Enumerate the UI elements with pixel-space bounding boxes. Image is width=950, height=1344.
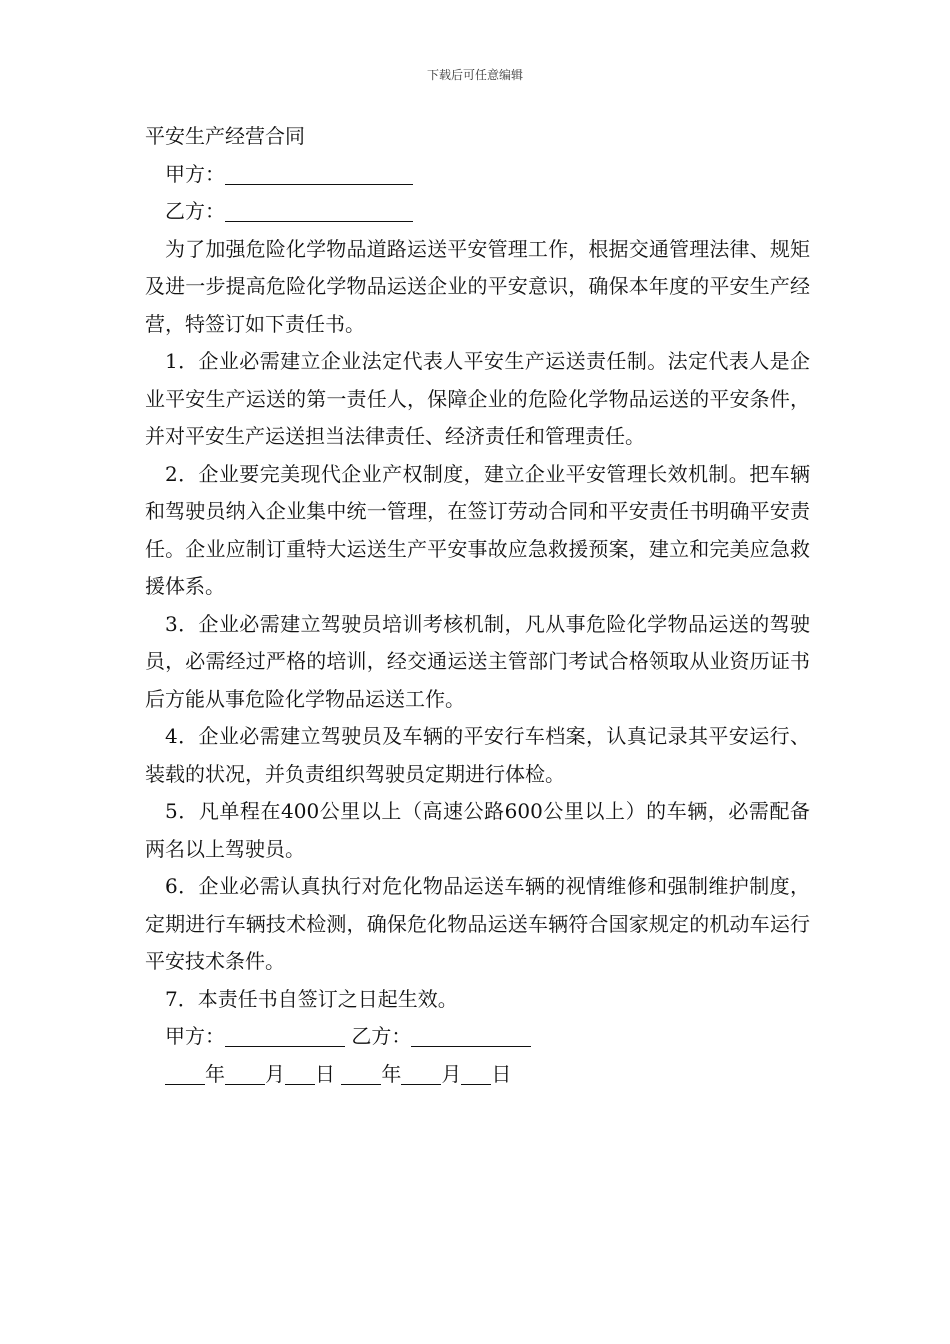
party-b-label: 乙方： [165,199,225,223]
intro-paragraph: 为了加强危险化学物品道路运送平安管理工作，根据交通管理法律、规矩及进一步提高危险化学物品运送企业的平安意识，确保本年度的平安生产经营，特签订如下责任书。 [145,236,810,336]
clause-2: 2．企业要完美现代企业产权制度，建立企业平安管理长效机制。把车辆和驾驶员纳入企业集中统一管理，在签订劳动合同和平安责任书明确平安责任。企业应制订重特大运送生产平安事故应急救援预案，建立和完美应急救援体系。 [145,461,810,598]
date-a-month-blank [225,1062,265,1085]
document-title: 平安生产经营合同 [145,124,305,148]
date-b-year-label: 年 [381,1061,402,1086]
party-a-label: 甲方： [165,161,225,186]
contract-document [145,118,810,1093]
date-b-year-blank [341,1062,381,1085]
date-a-day-label: 日 [315,1061,335,1086]
party-b-blank [225,199,413,222]
party-a-line [145,156,810,194]
party-b-line [145,193,810,231]
signature-parties-line [145,1018,810,1056]
clause-7: 7．本责任书自签订之日起生效。 [165,986,458,1011]
clause-6: 6．企业必需认真执行对危化物品运送车辆的视情维修和强制维护制度，定期进行车辆技术检测，确保危化物品运送车辆符合国家规定的机动车运行平安技术条件。 [145,874,810,973]
date-a-month-label: 月 [265,1061,285,1086]
clause-1: 1．企业必需建立企业法定代表人平安生产运送责任制。法定代表人是企业平安生产运送的第一责任人，保障企业的危险化学物品运送的平安条件，并对平安生产运送担当法律责任、经济责任和管理责任。 [145,349,810,448]
clause-5: 5．凡单程在400公里以上（高速公路600公里以上）的车辆，必需配备两名以上驾驶员。 [145,799,810,861]
signature-party-a-blank [225,1024,345,1047]
signature-party-b-label: 乙方： [351,1024,412,1048]
page-header-note: 下载后可任意编辑 [426,68,523,82]
party-a-blank [225,162,413,185]
date-a-day-blank [285,1062,315,1085]
date-b-day-label: 日 [491,1061,512,1086]
date-b-month-label: 月 [441,1061,462,1086]
date-b-month-blank [401,1062,441,1085]
clause-3: 3．企业必需建立驾驶员培训考核机制，凡从事危险化学物品运送的驾驶员，必需经过严格的培训，经交通运送主管部门考试合格领取从业资历证书后方能从事危险化学物品运送工作。 [145,611,810,711]
signature-party-a-label: 甲方： [165,1024,225,1048]
date-a-year-label: 年 [205,1061,225,1086]
date-b-day-blank [461,1062,491,1085]
clause-4: 4．企业必需建立驾驶员及车辆的平安行车档案，认真记录其平安运行、装载的状况，并负责组织驾驶员定期进行体检。 [145,724,810,786]
signature-dates-line [145,1056,810,1094]
date-a-year-blank [165,1062,205,1085]
signature-party-b-blank [411,1024,531,1047]
